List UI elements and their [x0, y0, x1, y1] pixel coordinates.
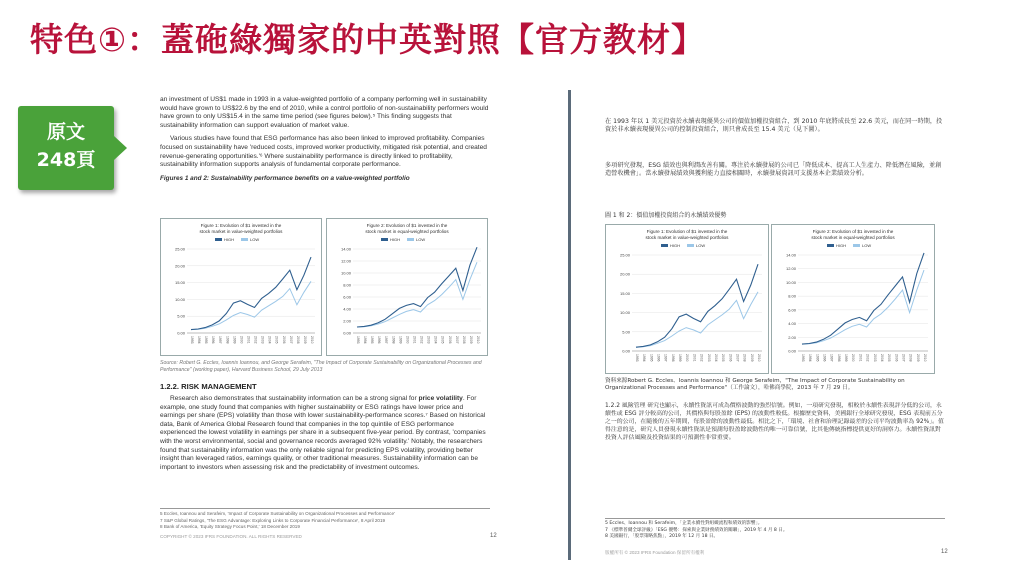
- chinese-chart-1-series-high: [636, 264, 758, 347]
- english-chart-1-y-tick: 20.00: [174, 263, 185, 269]
- chinese-chart-2-title-line: stock market in equal-weighted portfolios: [811, 235, 895, 240]
- english-figure-source: Source: Robert G. Eccles, Ioannis Ioannou, and George Serafeim, "The Impact of Corporate Sustainability on Organizational Processes and Performance" (working paper), Harvard Business School, 29 July 2013: [160, 360, 482, 373]
- chinese-chart-1-y-tick: 0.00: [622, 348, 630, 354]
- english-chart-2-frame: [326, 218, 488, 356]
- chinese-paragraph-2: 多項研究發現，ESG 績效也與利潤改善有關。專注於永續發展的公司已「降低成本、提高工人生產力、降低潛在風險，並創造營收機會」。當永續發展績效與獲利能力直接相關時，永續發展資訊可支援基本企業績效分析。: [605, 162, 942, 178]
- english-chart-1-x-tick: 2010: [310, 336, 314, 344]
- chinese-chart-2-y-tick: 0.00: [788, 348, 796, 354]
- english-chart-1-y-tick: 0.00: [177, 330, 185, 336]
- chinese-chart-2-series-low: [802, 270, 924, 344]
- chinese-chart-2-x-tick: 2004: [879, 354, 884, 362]
- english-para3-end: . For example, one study found that companies with higher sustainability or ESG ratings have lower price and earnings per share (EPS) volatility than those with lower sustainability-performance scores.⁷ Based on historical data, Bank of America Global Research found that companies in the top quintile of ESG performance experienced the lowest volatility in earnings per share in a subsequent five-year period. By contrast, 'companies with the worst environmental, social and governance records averaged 92% volatility.' Notably, the researchers found that sustainability information was the only reliable signal for predicting EPS volatility, providing better insight than leveraged ratios, earnings quality, or other traditional measures. Sustainability information can be important to investors when assessing risk and the predictability of investment outcomes.: [160, 395, 486, 471]
- english-chart-2-x-tick: 1996: [377, 336, 382, 344]
- english-chart-1-x-tick: 2006: [281, 336, 286, 344]
- english-chart-1-series-high: [191, 257, 311, 330]
- english-para3-start: Research also demonstrates that sustainability information can be a strong signal for: [170, 395, 419, 402]
- chinese-chart-2-title-line: Figure 2: Evolution of $1 invested in the: [812, 229, 894, 234]
- chinese-page: [573, 90, 958, 560]
- chinese-chart-2-x-tick: 1993: [801, 354, 805, 362]
- chinese-chart-2-legend-label: LOW: [862, 243, 872, 248]
- chinese-chart-1-x-tick: 2000: [685, 354, 690, 362]
- english-paragraph-2: Various studies have found that ESG performance has also been linked to improved profitability. Companies focused on sustainability have 'reduced costs, improved worker productivity, mitigated risk potential, and created revenue-generating opportunities.'⁶ Where sustainability performance is directly linked to profitability, sustainability information supports analysis of fundamental corporate performance.: [160, 135, 487, 169]
- chinese-chart-1-title-line: stock market in value-weighted portfolios: [645, 235, 729, 240]
- chinese-chart-2-x-tick: 2006: [894, 354, 899, 362]
- chinese-chart-1-x-tick: 2008: [742, 354, 747, 362]
- chinese-chart-1-x-tick: 2001: [692, 354, 697, 362]
- chinese-chart-1-y-tick: 10.00: [619, 310, 630, 316]
- english-chart-2-x-tick: 1994: [363, 336, 368, 344]
- english-footnote-8: 8 Bank of America, 'Equity Strategy Focus Point,' 18 December 2019: [160, 524, 300, 530]
- chinese-chart-2-y-tick: 14.00: [785, 252, 796, 258]
- chinese-chart-1-y-tick: 5.00: [622, 329, 630, 335]
- english-chart-1-legend-label: HIGH: [224, 237, 234, 242]
- chinese-chart-2-y-tick: 8.00: [788, 293, 796, 299]
- english-chart-2-x-tick: 2006: [447, 336, 452, 344]
- chinese-chart-1-y-tick: 20.00: [619, 271, 630, 277]
- english-chart-1-title-line: Figure 1: Evolution of $1 invested in the: [200, 223, 282, 228]
- english-chart-2-x-tick: 1993: [356, 336, 360, 344]
- chinese-chart-2-y-tick: 4.00: [788, 321, 796, 327]
- english-chart-2-x-tick: 2004: [433, 336, 438, 344]
- english-chart-2-x-tick: 2001: [412, 336, 417, 344]
- english-chart-2-x-tick: 2000: [405, 336, 410, 344]
- english-chart-2-y-tick: 6.00: [343, 294, 351, 300]
- english-chart-1-x-tick: 2005: [274, 336, 279, 344]
- chinese-chart-2-y-tick: 2.00: [788, 334, 796, 340]
- chinese-chart-1-x-tick: 1999: [678, 354, 683, 362]
- footnote-rule: [160, 508, 490, 509]
- chinese-footnotes: [605, 521, 945, 541]
- english-chart-1-x-tick: 1993: [190, 336, 194, 344]
- chinese-chart-2-x-tick: 1994: [808, 354, 813, 362]
- english-chart-1-x-tick: 2008: [295, 336, 300, 344]
- english-chart-2-legend-swatch: [407, 238, 414, 241]
- chinese-chart-1-frame: [605, 224, 769, 374]
- chinese-chart-2-x-tick: 1998: [836, 354, 841, 362]
- english-paragraph-1: an investment of US$1 made in 1993 in a value-weighted portfolio of a company performing well in sustainability would have grown to US$22.6 by the end of 2010, while a control portfolio of non-sustainability performers would have grown to only US$15.4 in the same time period (see figures below).⁵ This finding suggests that sustainability information can support evaluation of market value.: [160, 96, 489, 129]
- english-chart-1-x-tick: 2009: [302, 336, 307, 344]
- chinese-chart-2-x-tick: 2009: [915, 354, 920, 362]
- english-chart-2-legend-label: HIGH: [390, 237, 400, 242]
- english-chart-2: [327, 219, 487, 355]
- chinese-chart-2-frame: [771, 224, 935, 374]
- chinese-section-paragraph: 1.2.2 風險管理 研究也顯示，永續性資訊可成為價格波動的強烈信號。例如，一項研究發現，相較於永續性表現評分低的公司，永續性或 ESG 評分較高的公司，其價格與每股盈餘 (EPS) 的波動性較低。根據歷史資料，美國銀行全球研究發現，ESG 表現前五分之一的公司，在隨後的五年期間，每股盈餘的波動性最低。相比之下，「環境、社會和治理記錄最差的公司平均波動率為 92%」。值得注意的是，研究人員發現永續性資訊是預測每股盈餘波動性的唯一可靠信號，比其他傳統指標提供更好的洞察力。永續性資訊對投資人評估風險及投資結果的可預測性非常重要。: [605, 403, 944, 441]
- chinese-chart-2-x-tick: 2002: [865, 354, 870, 362]
- english-section-heading: 1.2.2. RISK MANAGEMENT: [160, 382, 257, 391]
- english-chart-1-x-tick: 2003: [260, 336, 265, 344]
- english-chart-1-legend-swatch: [215, 238, 222, 241]
- english-chart-1-x-tick: 2001: [246, 336, 251, 344]
- english-chart-1-x-tick: 1996: [211, 336, 216, 344]
- english-chart-2-x-tick: 1998: [391, 336, 396, 344]
- english-chart-2-y-tick: 12.00: [340, 258, 351, 264]
- chinese-chart-1-x-tick: 1993: [635, 354, 639, 362]
- chinese-chart-1-x-tick: 2007: [735, 354, 740, 362]
- english-chart-2-y-tick: 2.00: [343, 318, 351, 324]
- english-chart-1: [161, 219, 321, 355]
- chinese-chart-1-x-tick: 2009: [749, 354, 754, 362]
- english-chart-2-x-tick: 1995: [370, 336, 375, 344]
- english-chart-2-y-tick: 0.00: [343, 330, 351, 336]
- english-chart-1-y-tick: 15.00: [174, 280, 185, 286]
- english-copyright: COPYRIGHT © 2023 IFRS FOUNDATION. ALL RIGHTS RESERVED: [160, 534, 302, 539]
- english-chart-2-legend-swatch: [381, 238, 388, 241]
- chinese-chart-2-x-tick: 2001: [858, 354, 863, 362]
- chinese-chart-2-y-tick: 10.00: [785, 279, 796, 285]
- chinese-chart-1-x-tick: 1995: [649, 354, 654, 362]
- chinese-chart-1-x-tick: 2010: [757, 354, 761, 362]
- english-para3-bold: price volatility: [418, 395, 463, 402]
- chinese-chart-1-x-tick: 2004: [713, 354, 718, 362]
- original-pages-badge: [18, 106, 114, 190]
- chinese-chart-1-y-tick: 15.00: [619, 290, 630, 296]
- english-chart-2-x-tick: 2007: [454, 336, 459, 344]
- badge-label: 原文: [46, 121, 85, 143]
- chinese-chart-2-x-tick: 2000: [851, 354, 856, 362]
- chinese-chart-1-y-tick: 25.00: [619, 252, 630, 258]
- english-chart-2-y-tick: 8.00: [343, 282, 351, 288]
- book-spine: [568, 90, 571, 560]
- english-chart-2-x-tick: 2009: [468, 336, 473, 344]
- english-page: [128, 90, 515, 550]
- english-footnote-7: 7 S&P Global Ratings, 'The ESG Advantage: Exploring Links to Corporate Financial Performance', 8 April 2019: [160, 517, 386, 523]
- english-chart-2-y-tick: 10.00: [340, 270, 351, 276]
- chinese-chart-2-series-high: [802, 253, 924, 344]
- chinese-chart-1-x-tick: 1994: [642, 354, 647, 362]
- english-chart-1-legend-swatch: [241, 238, 248, 241]
- english-chart-2-x-tick: 2010: [476, 336, 480, 344]
- english-chart-2-title-line: stock market in equal-weighted portfolios: [365, 229, 449, 234]
- chinese-chart-2: [772, 225, 934, 373]
- chinese-chart-2-x-tick: 2008: [908, 354, 913, 362]
- chinese-chart-2-x-tick: 2005: [887, 354, 892, 362]
- english-chart-2-y-tick: 4.00: [343, 306, 351, 312]
- chinese-chart-1-legend-label: LOW: [696, 243, 706, 248]
- chinese-chart-1-x-tick: 2006: [728, 354, 733, 362]
- chinese-chart-1-legend-swatch: [687, 244, 694, 247]
- chinese-figure-source: 資料來源Robert G. Eccles、Ioannis Ioannou 和 George Serafeim，"The Impact of Corporate Sustainability on Organizational Processes and Performance"（工作論文），哈佛商學院，2013 年 7 月 29 日。: [605, 378, 905, 392]
- chinese-copyright: 版權所有 © 2023 IFRS Foundation 保留所有權利: [605, 550, 705, 555]
- chinese-chart-1-title-line: Figure 1: Evolution of $1 invested in the: [646, 229, 728, 234]
- english-chart-2-x-tick: 1999: [398, 336, 403, 344]
- chinese-chart-1-x-tick: 2002: [699, 354, 704, 362]
- chinese-paragraph-1: 在 1993 年以 1 美元投資於永續表現優異公司的價值加權投資組合，到 2010 年底將成長至 22.6 美元，而在同一時期，投資於非永續表現優異公司的控制投資組合，則只會成長至 15.4 美元（見下圖）。: [605, 118, 943, 134]
- english-chart-1-x-tick: 2002: [253, 336, 258, 344]
- chinese-chart-1: [606, 225, 768, 373]
- english-chart-1-y-tick: 10.00: [174, 296, 185, 302]
- english-chart-2-x-tick: 1997: [384, 336, 389, 344]
- english-chart-1-title-line: stock market in value-weighted portfolios: [199, 229, 283, 234]
- chinese-footnote-7: 7 《標準普爾全球評級》「ESG 優勢：探索與企業財務績效的關聯」，2019 年 4 月 8 日。: [605, 527, 788, 533]
- chinese-chart-2-x-tick: 1999: [844, 354, 849, 362]
- chinese-chart-2-legend-swatch: [853, 244, 860, 247]
- chinese-chart-1-x-tick: 1998: [670, 354, 675, 362]
- chinese-chart-2-y-tick: 12.00: [785, 266, 796, 272]
- english-chart-2-x-tick: 2003: [426, 336, 431, 344]
- chinese-figure-caption: 圖 1 和 2：價值加權投資組合的永續績效優勢: [605, 212, 727, 219]
- chinese-chart-1-x-tick: 1996: [656, 354, 661, 362]
- english-chart-1-x-tick: 2000: [239, 336, 244, 344]
- english-chart-1-x-tick: 1995: [204, 336, 209, 344]
- chinese-chart-1-x-tick: 1997: [663, 354, 668, 362]
- english-chart-2-x-tick: 2008: [461, 336, 466, 344]
- chinese-chart-2-x-tick: 1996: [822, 354, 827, 362]
- english-figure-caption: Figures 1 and 2: Sustainability performance benefits on a value-weighted portfolio: [160, 174, 410, 182]
- chinese-footnote-rule: [605, 518, 945, 519]
- chinese-chart-2-x-tick: 1997: [829, 354, 834, 362]
- chinese-footnote-8: 8 美國銀行，「股票策略焦點」，2019 年 12 月 18 日。: [605, 534, 719, 540]
- chinese-page-number: 12: [941, 549, 948, 555]
- english-chart-1-x-tick: 1994: [197, 336, 202, 344]
- chinese-chart-2-x-tick: 2003: [872, 354, 877, 362]
- badge-page-count: 248頁: [36, 149, 96, 171]
- chinese-chart-2-x-tick: 1995: [815, 354, 820, 362]
- chinese-chart-2-legend-swatch: [827, 244, 834, 247]
- english-chart-1-x-tick: 1999: [232, 336, 237, 344]
- english-chart-1-x-tick: 1998: [225, 336, 230, 344]
- chinese-chart-1-x-tick: 2005: [721, 354, 726, 362]
- chinese-chart-2-x-tick: 2007: [901, 354, 906, 362]
- english-chart-1-y-tick: 5.00: [177, 313, 185, 319]
- chinese-chart-1-legend-label: HIGH: [670, 243, 680, 248]
- english-chart-1-x-tick: 2007: [288, 336, 293, 344]
- english-chart-1-legend-label: LOW: [250, 237, 260, 242]
- english-chart-2-x-tick: 2002: [419, 336, 424, 344]
- chinese-footnote-5: 5 Eccles、Ioannou 和 Serafeim，「企業永續性對組織流程和績效的影響」。: [605, 521, 763, 526]
- english-chart-1-x-tick: 1997: [218, 336, 223, 344]
- chinese-chart-2-y-tick: 6.00: [788, 307, 796, 313]
- english-chart-1-frame: [160, 218, 322, 356]
- english-chart-2-x-tick: 2005: [440, 336, 445, 344]
- english-chart-1-x-tick: 2004: [267, 336, 272, 344]
- english-chart-2-series-low: [357, 262, 477, 327]
- english-chart-1-y-tick: 25.00: [174, 246, 185, 252]
- chinese-chart-1-legend-swatch: [661, 244, 668, 247]
- english-chart-2-legend-label: LOW: [416, 237, 426, 242]
- slide-title: 特色①：蓋砤綠獨家的中英對照【官方教材】: [30, 20, 705, 59]
- chinese-chart-1-x-tick: 2003: [706, 354, 711, 362]
- english-paragraph-3: [160, 395, 490, 472]
- english-footnote-5: 5 Eccles, Ioannou and Serafeim, 'Impact of Corporate Sustainability on Organizational Processes and Performance': [160, 511, 395, 516]
- chinese-chart-2-x-tick: 2010: [923, 354, 927, 362]
- english-chart-2-y-tick: 14.00: [340, 246, 351, 252]
- chinese-chart-2-legend-label: HIGH: [836, 243, 846, 248]
- english-chart-2-title-line: Figure 2: Evolution of $1 invested in the: [366, 223, 448, 228]
- english-page-number: 12: [490, 533, 497, 539]
